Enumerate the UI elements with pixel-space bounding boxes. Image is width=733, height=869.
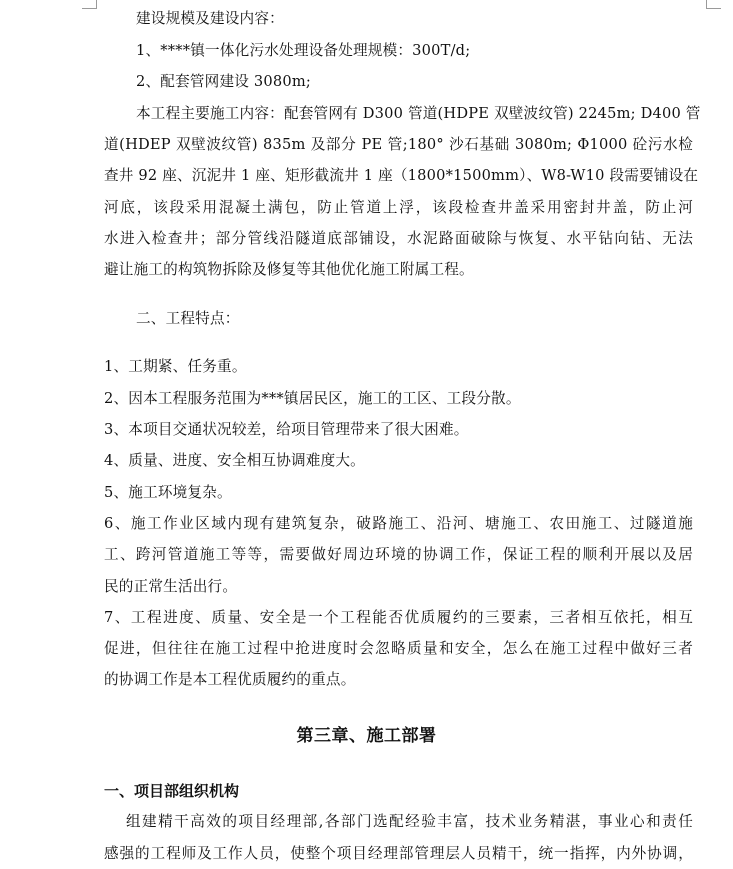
page-corner-mark-right	[706, 0, 721, 9]
chapter-title: 第三章、施工部署	[296, 726, 437, 746]
feature-item: 1、工期紧、任务重。	[104, 358, 247, 375]
feature-item: 3、本项目交通状况较差，给项目管理带来了很大困难。	[104, 421, 469, 438]
section-title: 一、项目部组织机构	[104, 782, 240, 800]
scope-paragraph-line: 查井 92 座、沉泥井 1 座、矩形截流井 1 座（1800*1500mm）、W8-W10 段需要铺设在	[104, 167, 699, 184]
page-corner-mark-left	[82, 0, 97, 9]
feature-item: 4、质量、进度、安全相互协调难度大。	[104, 452, 365, 469]
feature-item-6-line: 工、跨河管道施工等等，需要做好周边环境的协调工作，保证工程的顺利开展以及居	[104, 546, 693, 563]
features-heading: 二、工程特点：	[136, 310, 240, 327]
feature-item-7-line: 的协调工作是本工程优质履约的重点。	[104, 671, 356, 688]
section-paragraph-line: 组建精干高效的项目经理部,各部门选配经验丰富，技术业务精湛，事业心和责任	[126, 813, 693, 830]
feature-item-7-line: 7、工程进度、质量、安全是一个工程能否优质履约的三要素，三者相互依托，相互	[104, 609, 693, 626]
scale-item-2: 2、配套管网建设 3080m;	[136, 73, 311, 90]
feature-item-7-line: 促进，但往往在施工过程中抢进度时会忽略质量和安全，怎么在施工过程中做好三者	[104, 640, 693, 657]
scale-item-1: 1、****镇一体化污水处理设备处理规模：300T/d;	[136, 42, 471, 59]
feature-item: 2、因本工程服务范围为***镇居民区，施工的工区、工段分散。	[104, 390, 521, 407]
feature-item: 5、施工环境复杂。	[104, 484, 232, 501]
section-paragraph-line: 感强的工程师及工作人员，使整个项目经理部管理层人员精干，统一指挥，内外协调，	[104, 845, 693, 862]
scope-paragraph-line: 避让施工的构筑物拆除及修复等其他优化施工附属工程。	[104, 261, 474, 278]
scope-paragraph-line: 水进入检查井；部分管线沿隧道底部铺设，水泥路面破除与恢复、水平钻向钻、无法	[104, 230, 693, 247]
scale-heading: 建设规模及建设内容：	[136, 10, 284, 27]
scope-paragraph-line: 河底，该段采用混凝土满包，防止管道上浮，该段检查井盖采用密封井盖，防止河	[104, 199, 693, 216]
feature-item-6-line: 民的正常生活出行。	[104, 578, 238, 595]
scope-paragraph-line: 道(HDEP 双壁波纹管) 835m 及部分 PE 管;180° 沙石基础 3080m; Φ1000 砼污水检	[104, 136, 693, 153]
feature-item-6-line: 6、施工作业区域内现有建筑复杂，破路施工、沿河、塘施工、农田施工、过隧道施	[104, 515, 693, 532]
scope-paragraph-line: 本工程主要施工内容：配套管网有 D300 管道(HDPE 双壁波纹管) 2245m; D400 管	[136, 105, 701, 122]
